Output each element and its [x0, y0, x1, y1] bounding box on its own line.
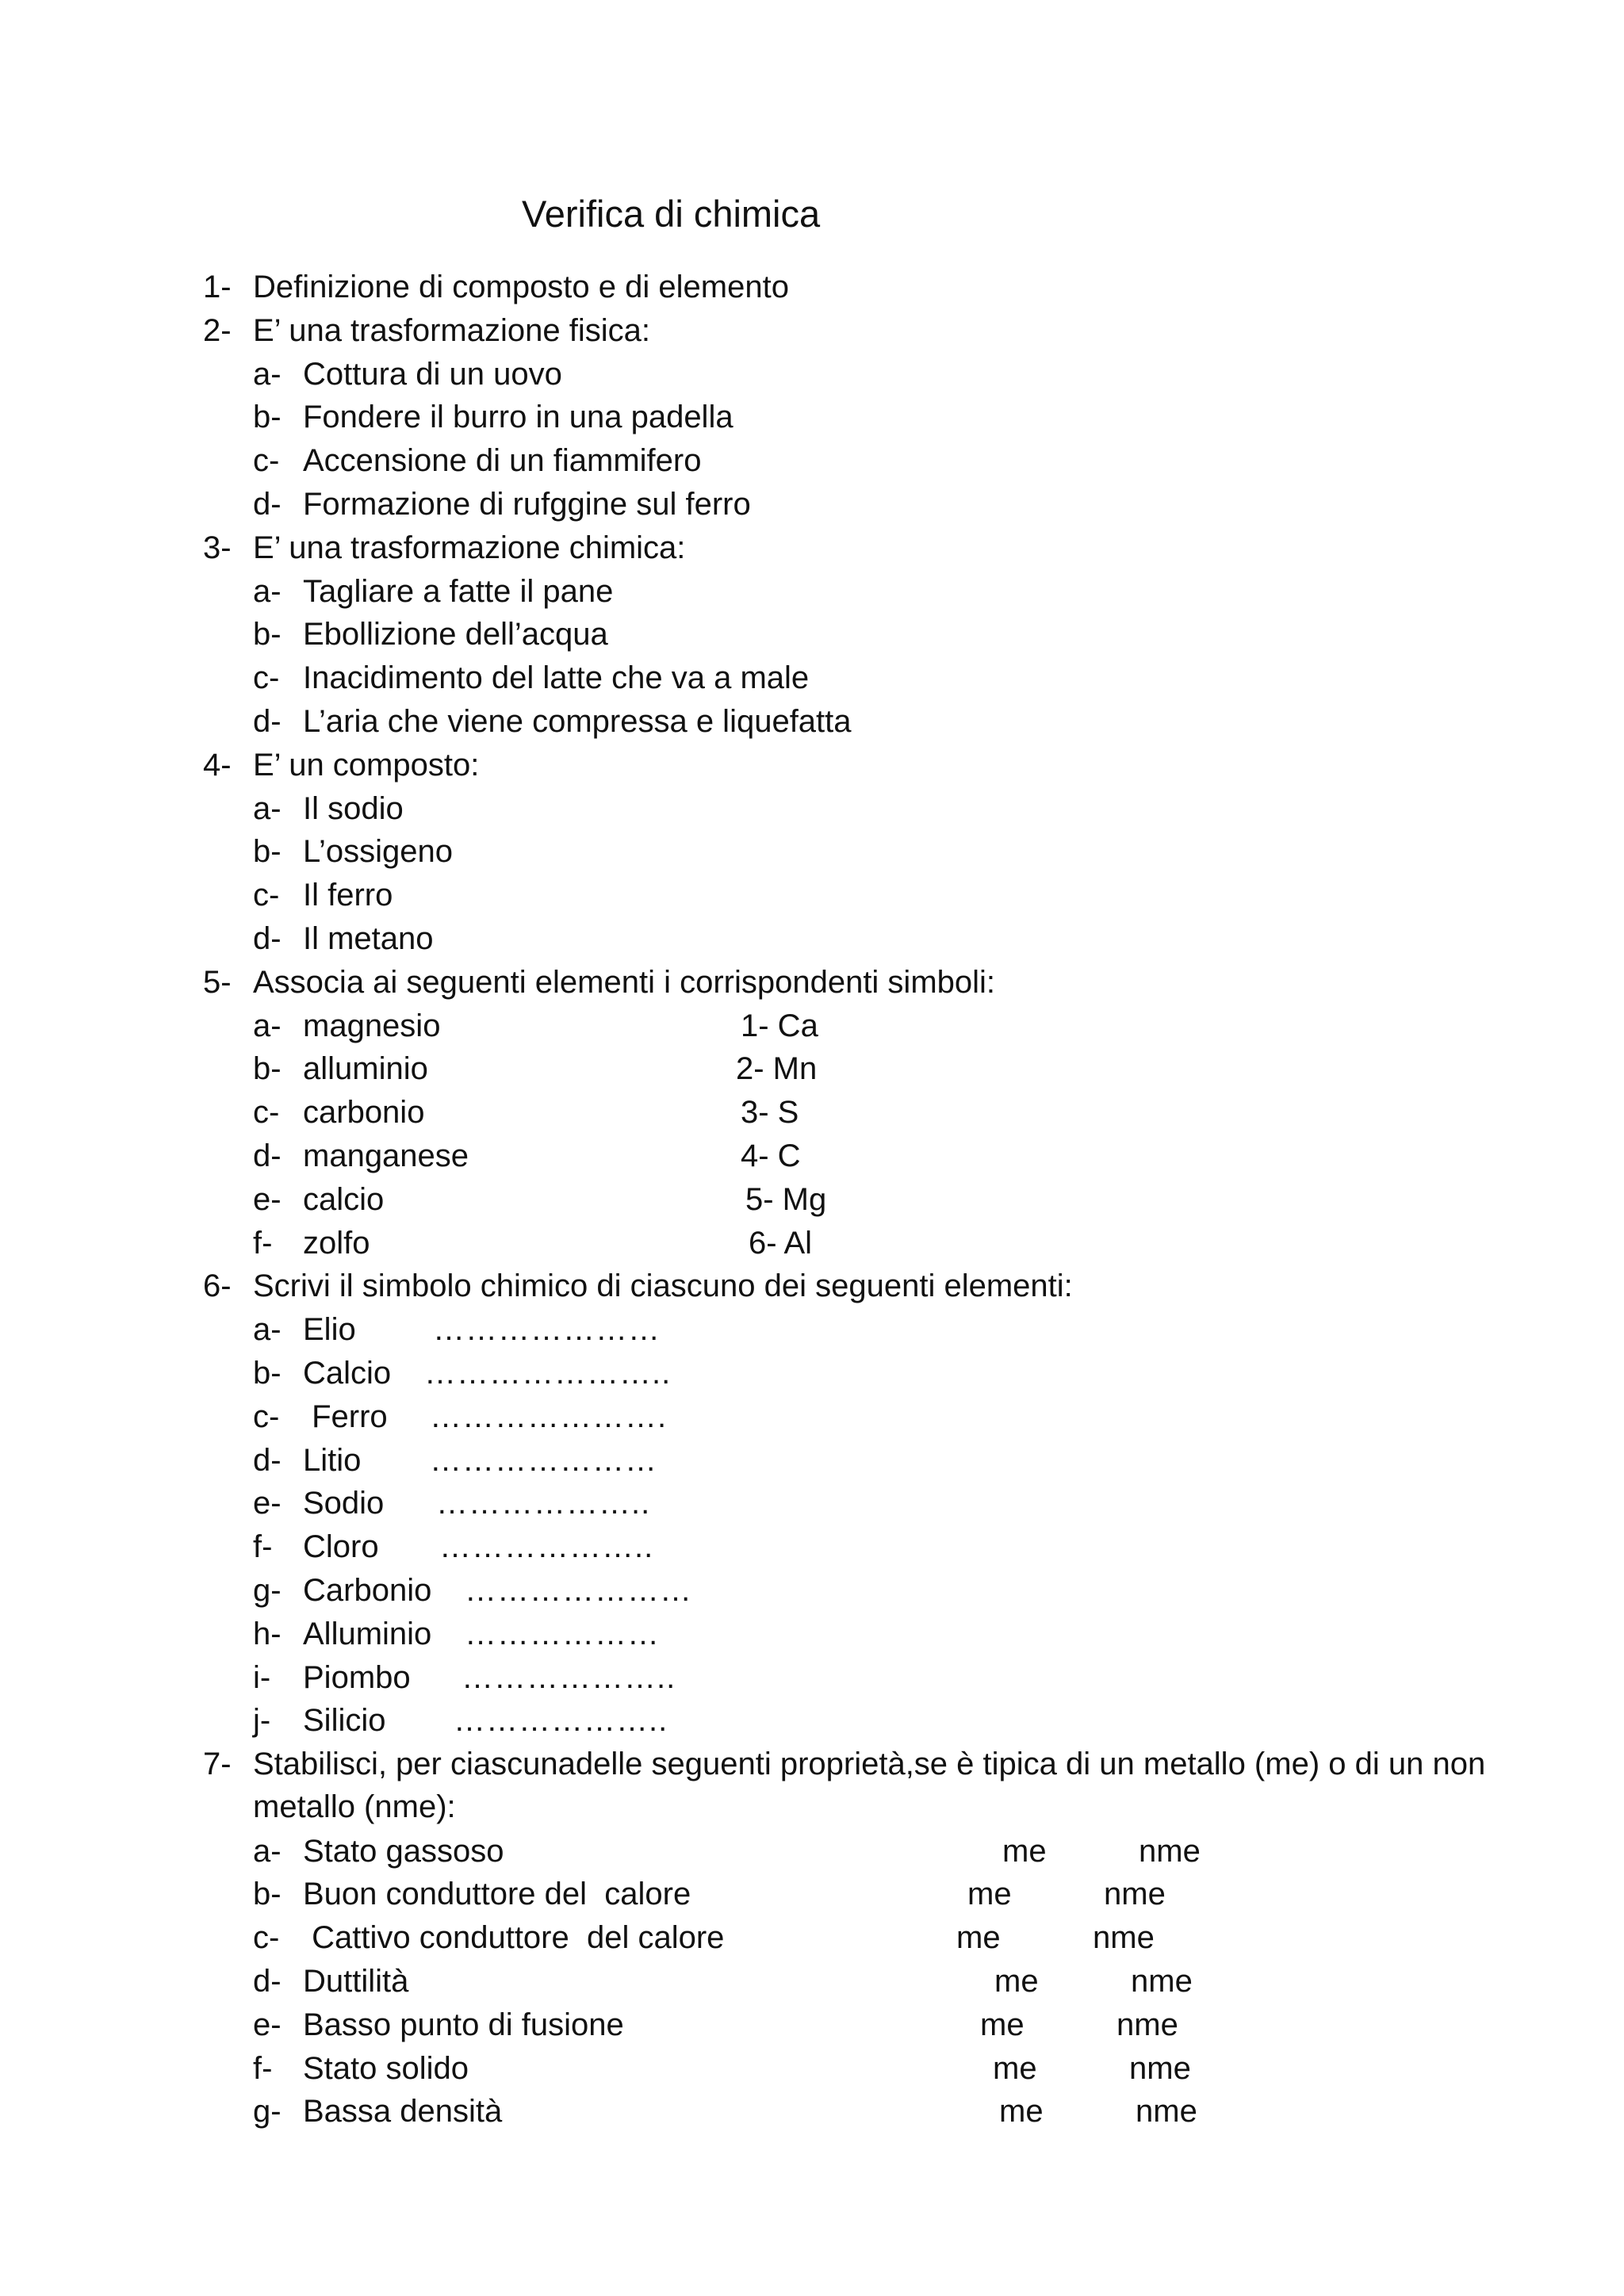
- option-label: c-: [253, 660, 280, 696]
- symbol-choice: 4- C: [741, 1138, 801, 1173]
- question-text: Definizione di composto e di elemento: [253, 270, 789, 304]
- option-text: Ebollizione dell’acqua: [303, 617, 608, 652]
- element-name: manganese: [303, 1138, 469, 1173]
- option: [203, 1830, 1551, 1873]
- option: [203, 1004, 1551, 1048]
- option: [203, 570, 1551, 614]
- option: [203, 1091, 1551, 1135]
- option-label: i-: [253, 1659, 271, 1695]
- option-label: e-: [253, 2007, 282, 2042]
- page-title: Verifica di chimica: [522, 193, 821, 235]
- option-label: c-: [253, 1095, 280, 1131]
- option-label: e-: [253, 1181, 282, 1217]
- question-number: 7-: [203, 1747, 232, 1782]
- question-text: E’ un composto:: [253, 747, 480, 783]
- option: [203, 1439, 1551, 1483]
- symbol-choice: 2- Mn: [736, 1051, 818, 1087]
- option-label: f-: [253, 1529, 273, 1565]
- element-name: Silicio: [303, 1703, 386, 1739]
- option: [203, 656, 1551, 700]
- question-list: [203, 266, 1551, 2133]
- answer-blank[interactable]: …………………: [465, 1572, 692, 1608]
- option: [203, 353, 1551, 396]
- option: [203, 439, 1551, 483]
- element-name: Elio: [303, 1312, 356, 1348]
- option: [203, 483, 1551, 526]
- question-6: [203, 1265, 1551, 1308]
- nme-choice[interactable]: nme: [1129, 2050, 1191, 2086]
- option-label: b-: [253, 1877, 282, 1912]
- option: [203, 613, 1551, 656]
- option-label: e-: [253, 1486, 282, 1521]
- me-choice[interactable]: me: [956, 1920, 1001, 1956]
- option-text: Accensione di un fiammifero: [303, 443, 702, 479]
- option: [203, 787, 1551, 831]
- question-4: [203, 744, 1551, 787]
- option-label: b-: [253, 400, 282, 435]
- option-text: Fondere il burro in una padella: [303, 400, 733, 435]
- property-text: Cattivo conduttore del calore: [303, 1920, 725, 1956]
- option: [203, 1222, 1551, 1265]
- question-number: 6-: [203, 1269, 232, 1304]
- element-name: Sodio: [303, 1486, 385, 1521]
- symbol-choice: 6- Al: [749, 1225, 813, 1261]
- option-text: L’ossigeno: [303, 834, 454, 870]
- option-label: b-: [253, 617, 282, 652]
- question-number: 2-: [203, 312, 232, 348]
- symbol-choice: 1- Ca: [741, 1008, 818, 1043]
- answer-blank[interactable]: …………………..: [424, 1355, 672, 1391]
- option-label: g-: [253, 1572, 282, 1608]
- option-text: L’aria che viene compressa e liquefatta: [303, 703, 852, 739]
- option-label: g-: [253, 2094, 282, 2130]
- option: [203, 1047, 1551, 1091]
- answer-blank[interactable]: …………………: [433, 1312, 661, 1348]
- property-text: Stato solido: [303, 2050, 469, 2086]
- option-text: Formazione di rufggine sul ferro: [303, 486, 751, 522]
- option: [203, 830, 1551, 874]
- answer-blank[interactable]: ………………..: [462, 1659, 676, 1695]
- me-choice[interactable]: me: [994, 1964, 1039, 1999]
- option: [203, 1525, 1551, 1569]
- question-7: [203, 1743, 1551, 1830]
- question-5: [203, 961, 1551, 1004]
- option: [203, 917, 1551, 961]
- nme-choice[interactable]: nme: [1104, 1877, 1166, 1912]
- option: [203, 700, 1551, 744]
- question-text: Associa ai seguenti elementi i corrispondenti simboli:: [253, 964, 996, 1000]
- option-label: d-: [253, 1442, 282, 1478]
- property-text: Duttilità: [303, 1964, 409, 1999]
- me-choice[interactable]: me: [967, 1877, 1012, 1912]
- me-choice[interactable]: me: [993, 2050, 1037, 2086]
- option-label: d-: [253, 1138, 282, 1173]
- answer-blank[interactable]: ………………….: [430, 1399, 668, 1434]
- option-label: b-: [253, 1051, 282, 1087]
- nme-choice[interactable]: nme: [1116, 2007, 1178, 2042]
- question-number: 5-: [203, 964, 232, 1000]
- symbol-choice: 3- S: [741, 1095, 799, 1131]
- me-choice[interactable]: me: [980, 2007, 1025, 2042]
- option: [203, 1135, 1551, 1178]
- option-text: Cottura di un uovo: [303, 356, 562, 392]
- question-text: Stabilisci, per ciascunadelle seguenti proprietà,se è tipica di un metallo (me) o di un non metallo (nme):: [253, 1747, 1486, 1825]
- option-label: c-: [253, 1399, 280, 1434]
- option-text: Il ferro: [303, 878, 393, 913]
- question-1: [203, 266, 1551, 309]
- element-name: zolfo: [303, 1225, 370, 1261]
- option: [203, 1569, 1551, 1613]
- option-label: a-: [253, 790, 282, 826]
- question-3: [203, 526, 1551, 570]
- option-label: c-: [253, 443, 280, 479]
- element-name: Alluminio: [303, 1616, 432, 1651]
- option-text: Il sodio: [303, 790, 404, 826]
- option-label: f-: [253, 1225, 273, 1261]
- question-text: E’ una trasformazione fisica:: [253, 312, 650, 348]
- option-label: c-: [253, 878, 280, 913]
- answer-blank[interactable]: ………………..: [454, 1703, 668, 1739]
- option-label: d-: [253, 920, 282, 956]
- question-2: [203, 309, 1551, 353]
- answer-blank[interactable]: ………………..: [439, 1529, 654, 1565]
- answer-blank[interactable]: ………………: [465, 1616, 660, 1651]
- option: [203, 1873, 1551, 1916]
- element-name: carbonio: [303, 1095, 425, 1131]
- option: [203, 1960, 1551, 2003]
- property-text: Stato gassoso: [303, 1833, 504, 1869]
- option-label: a-: [253, 356, 282, 392]
- option: [203, 1482, 1551, 1525]
- element-name: Piombo: [303, 1659, 411, 1695]
- me-choice[interactable]: me: [999, 2094, 1044, 2130]
- element-name: Ferro: [303, 1399, 388, 1434]
- nme-choice[interactable]: nme: [1131, 1964, 1193, 1999]
- question-text: Scrivi il simbolo chimico di ciascuno dei seguenti elementi:: [253, 1269, 1073, 1304]
- option-label: j-: [253, 1703, 271, 1739]
- option: [203, 2090, 1551, 2133]
- property-text: Bassa densità: [303, 2094, 503, 2130]
- question-number: 3-: [203, 530, 232, 565]
- option: [203, 874, 1551, 917]
- option-label: b-: [253, 1355, 282, 1391]
- option-label: d-: [253, 1964, 282, 1999]
- nme-choice[interactable]: nme: [1139, 1833, 1201, 1869]
- option: [203, 1395, 1551, 1439]
- option: [203, 2003, 1551, 2047]
- option: [203, 1352, 1551, 1395]
- property-text: Buon conduttore del calore: [303, 1877, 691, 1912]
- question-number: 1-: [203, 270, 232, 304]
- option-text: Il metano: [303, 920, 434, 956]
- option-label: a-: [253, 1833, 282, 1869]
- nme-choice[interactable]: nme: [1136, 2094, 1197, 2130]
- nme-choice[interactable]: nme: [1093, 1920, 1155, 1956]
- option-label: c-: [253, 1920, 280, 1956]
- option-label: b-: [253, 834, 282, 870]
- option-text: Inacidimento del latte che va a male: [303, 660, 810, 696]
- option-label: d-: [253, 703, 282, 739]
- option-label: a-: [253, 1008, 282, 1043]
- option-text: Tagliare a fatte il pane: [303, 573, 614, 609]
- element-name: calcio: [303, 1181, 385, 1217]
- element-name: Litio: [303, 1442, 362, 1478]
- option-label: d-: [253, 486, 282, 522]
- option: [203, 2047, 1551, 2091]
- option: [203, 1308, 1551, 1352]
- element-name: Calcio: [303, 1355, 392, 1391]
- option: [203, 396, 1551, 439]
- me-choice[interactable]: me: [1002, 1833, 1047, 1869]
- option-label: a-: [253, 1312, 282, 1348]
- option: [203, 1178, 1551, 1222]
- option-label: f-: [253, 2050, 273, 2086]
- option: [203, 1699, 1551, 1743]
- symbol-choice: 5- Mg: [745, 1181, 827, 1217]
- option: [203, 1916, 1551, 1960]
- element-name: Carbonio: [303, 1572, 432, 1608]
- answer-blank[interactable]: ………………..: [436, 1486, 651, 1521]
- question-text: E’ una trasformazione chimica:: [253, 530, 686, 565]
- element-name: alluminio: [303, 1051, 428, 1087]
- property-text: Basso punto di fusione: [303, 2007, 624, 2042]
- question-number: 4-: [203, 747, 232, 783]
- option-label: a-: [253, 573, 282, 609]
- option-label: h-: [253, 1616, 282, 1651]
- option: [203, 1656, 1551, 1700]
- element-name: magnesio: [303, 1008, 441, 1043]
- answer-blank[interactable]: …………………: [430, 1442, 657, 1478]
- element-name: Cloro: [303, 1529, 379, 1565]
- option: [203, 1613, 1551, 1656]
